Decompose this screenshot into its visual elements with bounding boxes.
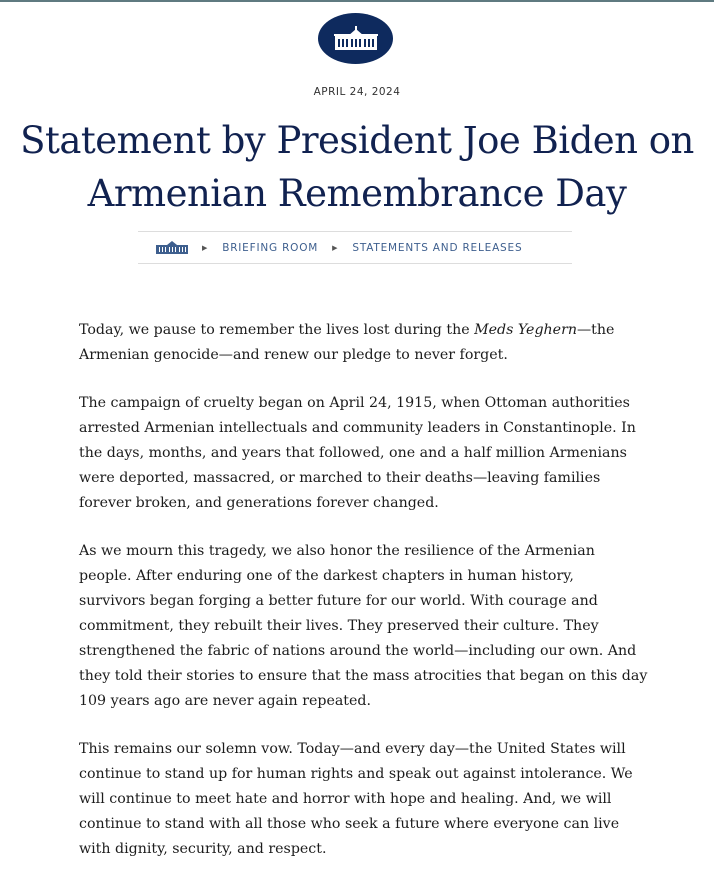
text-line xyxy=(79,318,679,343)
text-line: The campaign of cruelty began on April 24, 1915, when Ottoman authorities xyxy=(79,395,630,411)
text-line: 109 years ago are never again repeated. xyxy=(79,693,371,709)
text-line: survivors began forging a better future for our world. With courage and xyxy=(79,593,598,609)
text-line: This remains our solemn vow. Today—and every day—the United States will xyxy=(79,741,626,757)
italic-term: Meds Yeghern xyxy=(474,322,577,338)
text-line: Armenian genocide—and renew our pledge to never forget. xyxy=(79,347,508,363)
text-line: arrested Armenian intellectuals and community leaders in Constantinople. In xyxy=(79,420,636,436)
text-line: people. After enduring one of the darkest chapters in human history, xyxy=(79,568,574,584)
text-line: commitment, they rebuilt their lives. They preserved their culture. They xyxy=(79,618,599,634)
text-line: the days, months, and years that followed, one and a half million Armenians xyxy=(79,445,627,461)
paragraph xyxy=(79,737,679,862)
breadcrumb-statements-and-releases[interactable]: STATEMENTS AND RELEASES xyxy=(352,241,523,254)
white-house-logo[interactable] xyxy=(318,13,393,64)
paragraph xyxy=(79,318,679,368)
text-line: will continue to meet hate and horror with hope and healing. And, we will xyxy=(79,791,612,807)
text-line: were deported, massacred, or marched to their deaths—leaving families xyxy=(79,470,601,486)
chevron-right-icon: ▶ xyxy=(202,243,209,252)
breadcrumb xyxy=(138,231,572,264)
paragraph xyxy=(79,391,679,516)
breadcrumb-home[interactable] xyxy=(156,241,188,254)
text-line: they told their stories to ensure that the mass atrocities that began on this day xyxy=(79,668,648,684)
text-line: strengthened the fabric of nations around the world—including our own. And xyxy=(79,643,637,659)
white-house-seal-icon xyxy=(333,24,379,54)
text: —the xyxy=(576,322,615,338)
page-title xyxy=(0,114,714,220)
text-line: continue to stand up for human rights and speak out against intolerance. We xyxy=(79,766,633,782)
breadcrumb-briefing-room[interactable]: BRIEFING ROOM xyxy=(222,241,319,254)
statement-body xyxy=(79,318,679,885)
title-line: Statement by President Joe Biden on xyxy=(20,119,694,162)
white-house-icon xyxy=(156,241,188,254)
text-line: with dignity, security, and respect. xyxy=(79,841,327,857)
title-line: Armenian Remembrance Day xyxy=(87,172,627,215)
text-line: forever broken, and generations forever changed. xyxy=(79,495,439,511)
text: Today, we pause to remember the lives lost during the xyxy=(79,322,475,338)
publish-date: APRIL 24, 2024 xyxy=(313,86,401,98)
paragraph xyxy=(79,539,679,714)
text-line: As we mourn this tragedy, we also honor the resilience of the Armenian xyxy=(79,543,595,559)
chevron-right-icon: ▶ xyxy=(332,243,339,252)
text-line: continue to stand with all those who seek a future where everyone can live xyxy=(79,816,620,832)
